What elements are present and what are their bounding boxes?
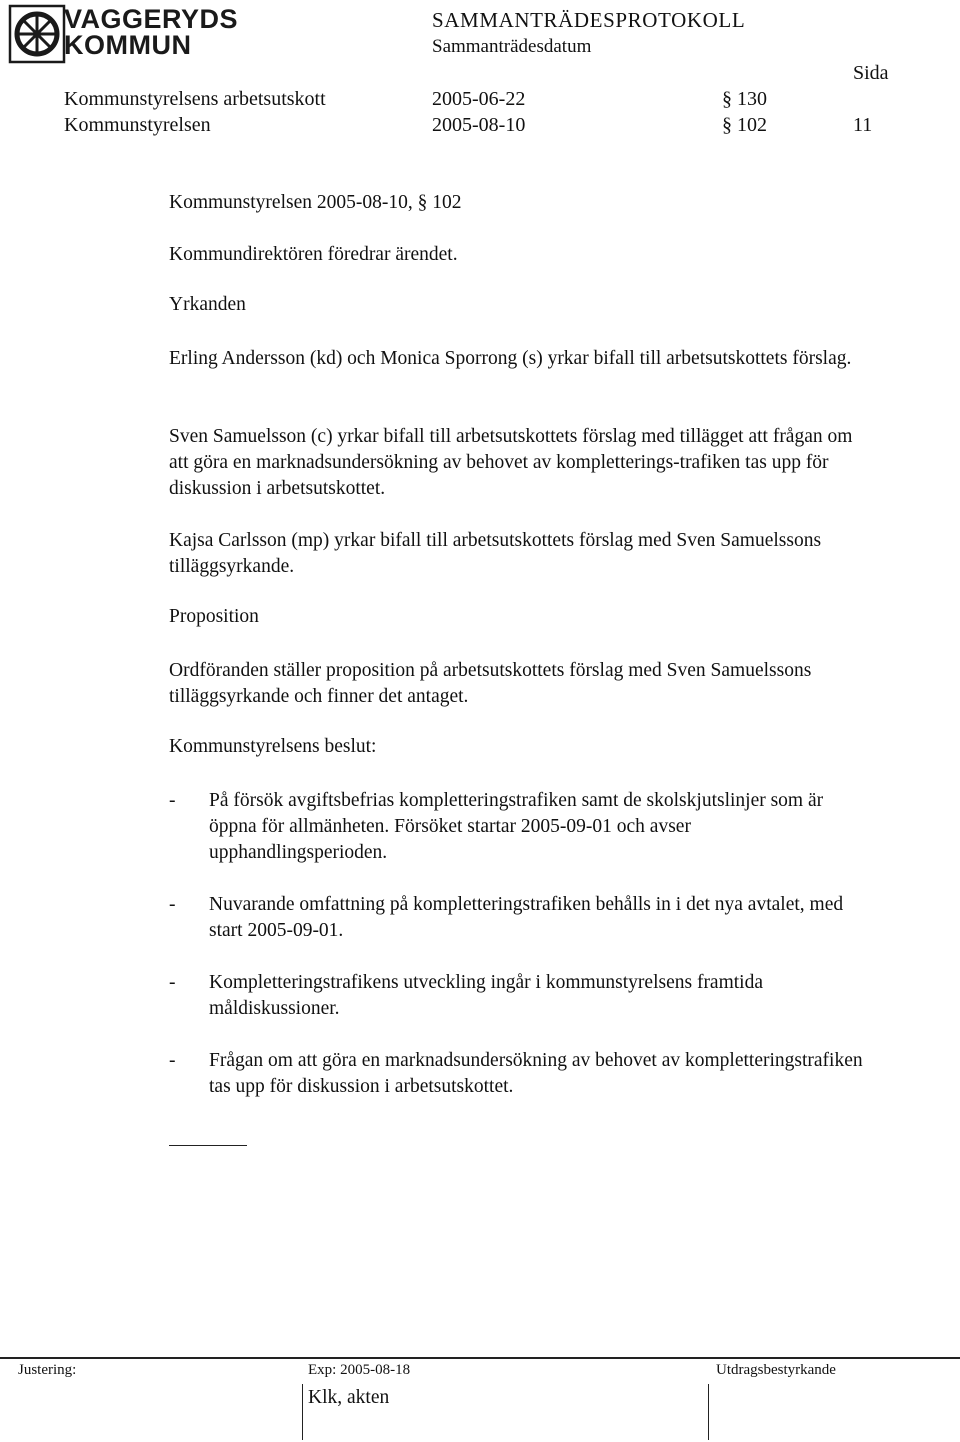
header-row-2-body: Kommunstyrelsen xyxy=(64,114,211,136)
header-row-1-section: § 130 xyxy=(722,88,767,110)
bullet-2-text: Nuvarande omfattning på kompletteringstrafiken behålls in i det nya avtalet, med start 2005-09-01. xyxy=(209,894,844,941)
justering-label: Justering: xyxy=(18,1362,77,1378)
bullet-2-dash: - xyxy=(169,894,176,915)
header-row-2-date: 2005-08-10 xyxy=(432,114,526,136)
municipality-logo xyxy=(8,4,68,66)
yrkande-1: Erling Andersson (kd) och Monica Sporrong (s) yrkar bifall till arbetsutskottets förslag. xyxy=(169,348,852,369)
meeting-date-label: Sammanträdesdatum xyxy=(432,36,592,57)
footer-rule xyxy=(0,1357,960,1359)
bullet-4-text: Frågan om att göra en marknadsundersökning av behovet av kompletteringstrafiken tas upp för diskussion i arbetsutskottet. xyxy=(209,1050,863,1097)
footer-divider-left xyxy=(302,1384,303,1440)
bullet-4-dash: - xyxy=(169,1050,176,1071)
decision-reference: Kommunstyrelsen 2005-08-10, § 102 xyxy=(169,192,462,213)
header-row-2-page: 11 xyxy=(853,114,873,136)
bullet-1-text: På försök avgiftsbefrias kompletteringstrafiken samt de skolskjutslinjer som är öppna för allmänheten. Försöket startar 2005-09-01 och avser upphandlingsperioden. xyxy=(209,790,824,863)
yrkande-2: Sven Samuelsson (c) yrkar bifall till arbetsutskottets förslag med tillägget att frågan om att göra en marknadsundersökning av behovet av kompletterings-trafiken tas upp för diskussion i arbetsutskottet. xyxy=(169,426,853,499)
document-title: SAMMANTRÄDESPROTOKOLL xyxy=(432,8,746,32)
bullet-1-dash: - xyxy=(169,790,176,811)
end-rule xyxy=(169,1145,247,1146)
bullet-3-dash: - xyxy=(169,972,176,993)
proposition-heading: Proposition xyxy=(169,606,259,627)
page-label: Sida xyxy=(853,62,889,84)
proposition-text: Ordföranden ställer proposition på arbetsutskottets förslag med Sven Samuelssons tilläggsyrkande och finner det antaget. xyxy=(169,660,812,707)
yrkande-3: Kajsa Carlsson (mp) yrkar bifall till arbetsutskottets förslag med Sven Samuelssons tilläggsyrkande. xyxy=(169,530,822,577)
header-row-2-section: § 102 xyxy=(722,114,767,136)
logo-line-2: KOMMUN xyxy=(64,30,192,60)
logo-wordmark xyxy=(64,6,238,58)
recipients: Klk, akten xyxy=(308,1387,390,1408)
intro-text: Kommundirektören föredrar ärendet. xyxy=(169,244,458,265)
footer-divider-right xyxy=(708,1384,709,1440)
header-row-1-date: 2005-06-22 xyxy=(432,88,526,110)
bullet-3-text: Kompletteringstrafikens utveckling ingår i kommunstyrelsens framtida måldiskussioner. xyxy=(209,972,763,1019)
utdragsbestyrkande-label: Utdragsbestyrkande xyxy=(716,1362,836,1378)
logo-line-1: VAGGERYDS xyxy=(64,4,239,34)
header-row-1-body: Kommunstyrelsens arbetsutskott xyxy=(64,88,326,110)
yrkanden-heading: Yrkanden xyxy=(169,294,246,315)
beslut-heading: Kommunstyrelsens beslut: xyxy=(169,736,377,757)
expedition-date: Exp: 2005-08-18 xyxy=(308,1362,411,1378)
